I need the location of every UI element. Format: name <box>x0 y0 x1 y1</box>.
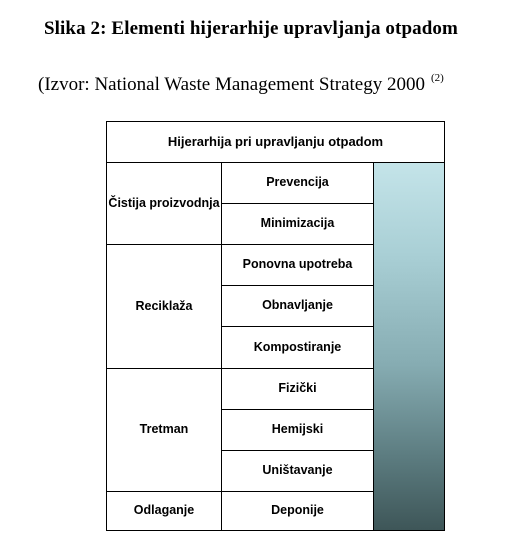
item-landfills: Deponije <box>222 492 374 530</box>
item-reuse: Ponovna upotreba <box>222 245 374 286</box>
hierarchy-gradient-bar <box>374 163 444 530</box>
hierarchy-table <box>106 121 445 531</box>
category-recycling: Reciklaža <box>107 245 222 369</box>
item-recovery: Obnavljanje <box>222 286 374 327</box>
category-treatment: Tretman <box>107 369 222 492</box>
item-chemical: Hemijski <box>222 410 374 451</box>
item-composting: Kompostiranje <box>222 327 374 369</box>
item-physical: Fizički <box>222 369 374 410</box>
item-destruction: Uništavanje <box>222 451 374 492</box>
source-reference: (2) <box>430 72 444 84</box>
source-text: (Izvor: National Waste Management Strategy 2000 <box>38 74 425 95</box>
item-minimization: Minimizacija <box>222 204 374 245</box>
item-prevention: Prevencija <box>222 163 374 204</box>
category-cleaner-production: Čistija proizvodnja <box>107 163 222 245</box>
figure-source <box>38 72 444 96</box>
table-header: Hijerarhija pri upravljanju otpadom <box>107 122 444 163</box>
figure-caption: Slika 2: Elementi hijerarhije upravljanja otpadom <box>44 18 458 39</box>
category-disposal: Odlaganje <box>107 492 222 530</box>
